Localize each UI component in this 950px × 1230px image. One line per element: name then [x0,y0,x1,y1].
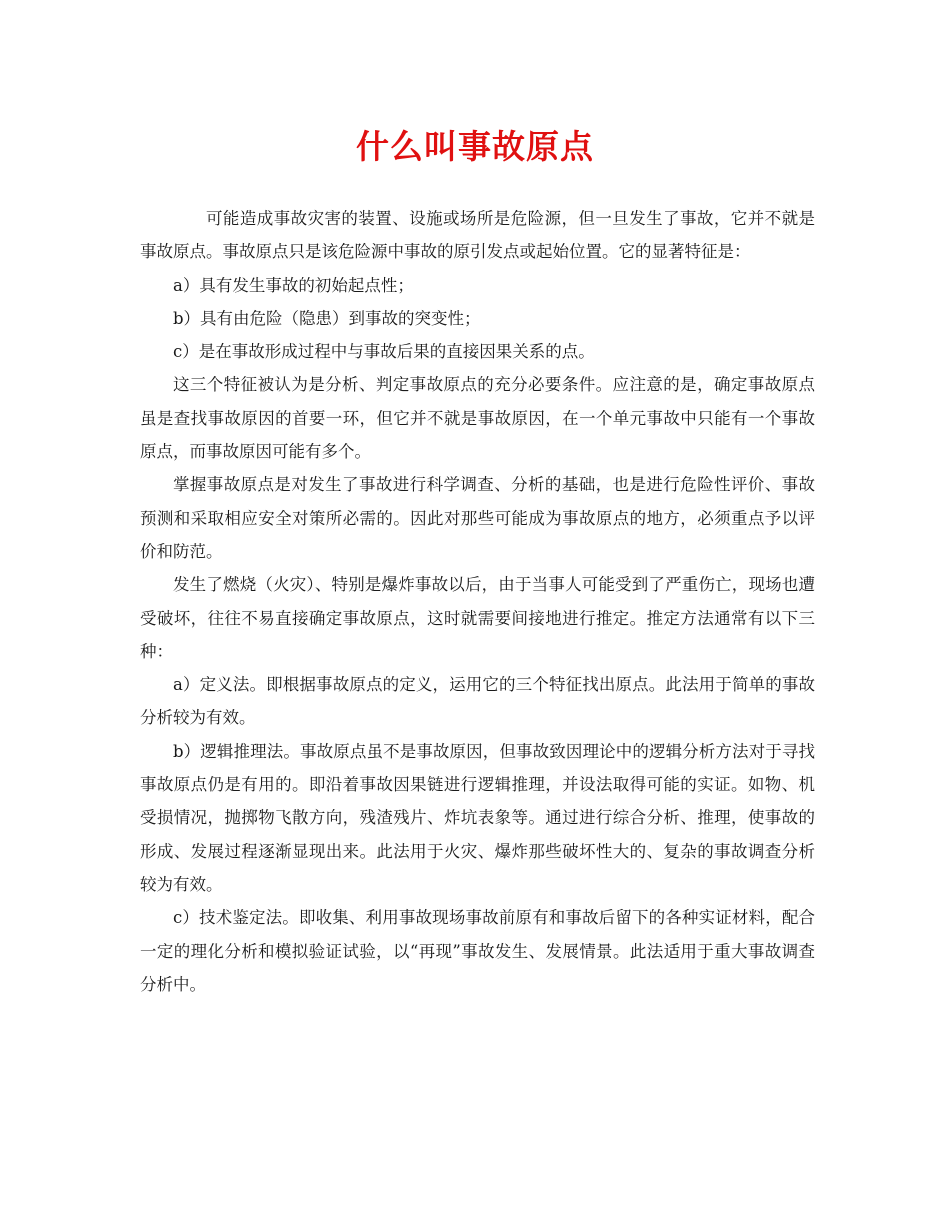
paragraph-feature-a: a）具有发生事故的初始起点性； [173,275,414,295]
paragraph-feature-c: c）是在事故形成过程中与事故后果的直接因果关系的点。 [173,342,595,362]
paragraph-inference: 发生了燃烧（火灾）、特别是爆炸事故以后，由于当事人可能受到了严重伤亡，现场也遭受破坏，往往不易直接确定事故原点，这时就需要间接地进行推定。推定方法通常有以下三种： [140,575,815,661]
paragraph-conditions: 这三个特征被认为是分析、判定事故原点的充分必要条件。应注意的是，确定事故原点虽是查找事故原因的首要一环，但它并不就是事故原因，在一个单元事故中只能有一个事故原点，而事故原因可能有多个。 [140,375,815,462]
paragraph-feature-b: b）具有由危险（隐患）到事故的突变性； [173,308,481,328]
paragraph-method-logic: b）逻辑推理法。事故原点虽不是事故原因，但事故致因理论中的逻辑分析方法对于寻找事故原点仍是有用的。即沿着事故因果链进行逻辑推理，并设法取得可能的实证。如物、机受损情况，抛掷物飞散方向，残渣残片、炸坑表象等。通过进行综合分析、推理，使事故的形成、发展过程逐渐显现出来。此法用于火灾、爆炸那些破坏性大的、复杂的事故调查分析较为有效。 [140,741,815,894]
paragraph-importance: 掌握事故原点是对发生了事故进行科学调查、分析的基础，也是进行危险性评价、事故预测和采取相应安全对策所必需的。因此对那些可能成为事故原点的地方，必须重点予以评价和防范。 [140,475,815,561]
document-body [140,202,815,1001]
paragraph-intro: 可能造成事故灾害的装置、设施或场所是危险源，但一旦发生了事故，它并不就是事故原点。事故原点只是该危险源中事故的原引发点或起始位置。它的显著特征是： [140,209,815,262]
paragraph-method-definition: a）定义法。即根据事故原点的定义，运用它的三个特征找出原点。此法用于简单的事故分析较为有效。 [140,675,815,728]
document-title: 什么叫事故原点 [356,127,594,166]
paragraph-method-technical: c）技术鉴定法。即收集、利用事故现场事故前原有和事故后留下的各种实证材料，配合一定的理化分析和模拟验证试验，以“再现”事故发生、发展情景。此法适用于重大事故调查分析中。 [140,908,815,994]
